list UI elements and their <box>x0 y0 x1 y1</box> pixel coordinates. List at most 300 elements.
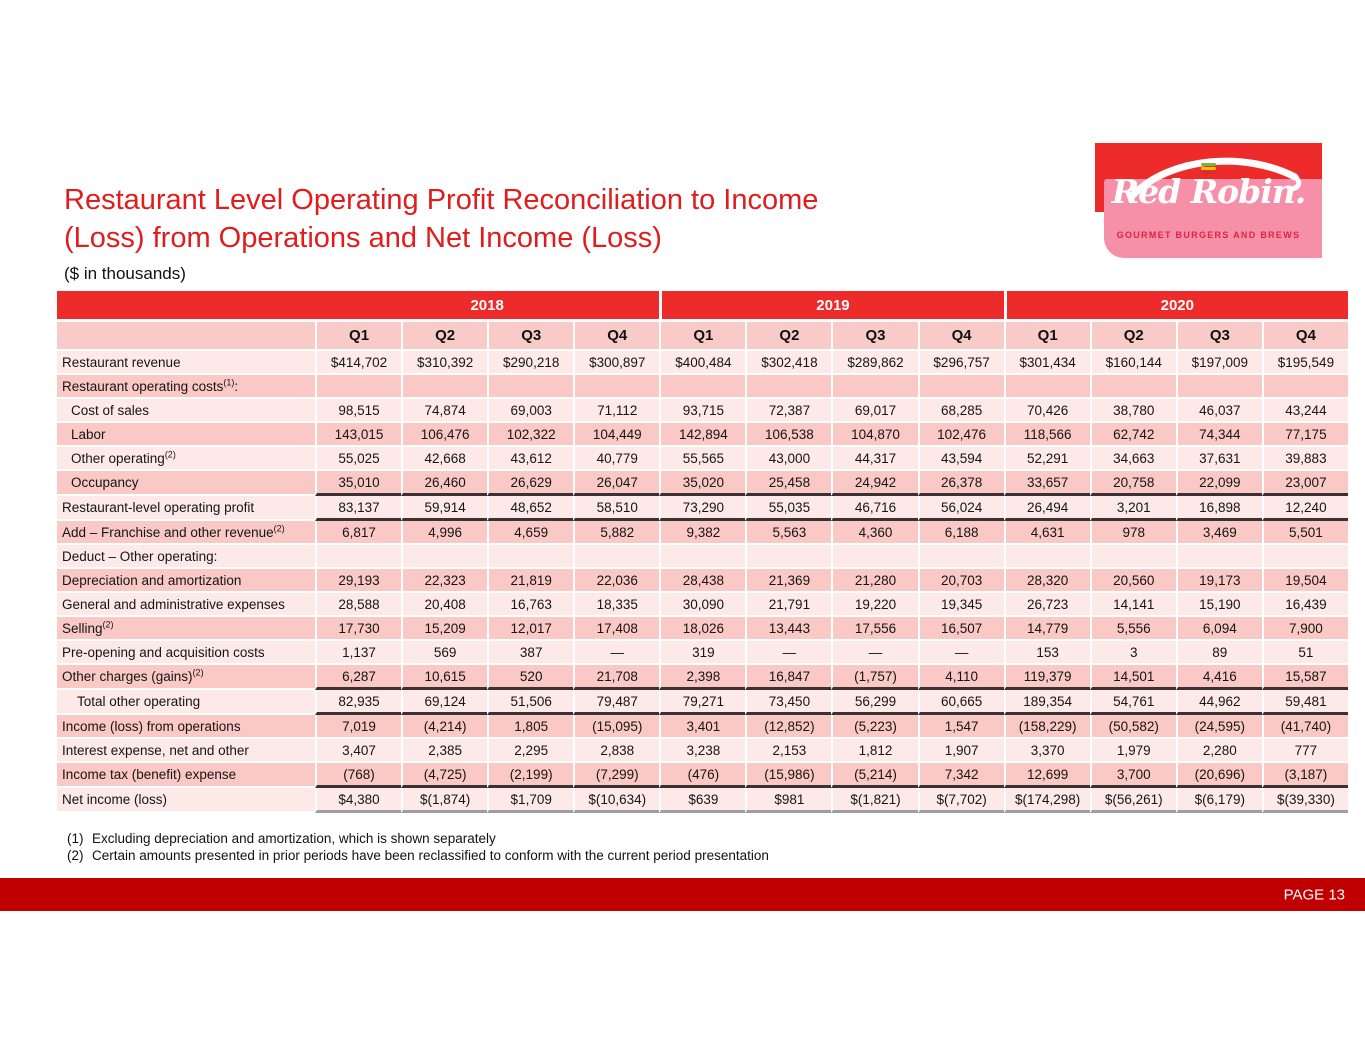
row-label-cell: Pre-opening and acquisition costs <box>57 641 315 665</box>
data-cell: (50,582) <box>1090 715 1176 739</box>
data-cell: 2,153 <box>745 739 831 763</box>
row-label-cell: General and administrative expenses <box>57 593 315 617</box>
data-cell <box>1090 375 1176 399</box>
table-row <box>57 399 1348 423</box>
footnote-1-text: Excluding depreciation and amortization, which is shown separately <box>92 831 496 846</box>
data-cell: (768) <box>315 763 401 788</box>
data-cell: — <box>831 641 917 665</box>
data-cell: 22,036 <box>573 569 659 593</box>
data-cell <box>1176 375 1262 399</box>
data-cell: 3 <box>1090 641 1176 665</box>
row-label-cell: Add – Franchise and other revenue$^{(2)}$ <box>57 521 315 545</box>
data-cell: 21,280 <box>831 569 917 593</box>
data-cell: 82,935 <box>315 690 401 715</box>
row-label-cell: Depreciation and amortization <box>57 569 315 593</box>
data-cell <box>831 545 917 569</box>
data-cell: 83,137 <box>315 496 401 521</box>
data-cell: $414,702 <box>315 351 401 375</box>
data-cell <box>659 545 745 569</box>
data-cell: 189,354 <box>1004 690 1090 715</box>
data-cell: 29,193 <box>315 569 401 593</box>
data-cell <box>401 375 487 399</box>
data-cell: 1,547 <box>918 715 1004 739</box>
data-cell: 51 <box>1262 641 1348 665</box>
data-cell: 55,035 <box>745 496 831 521</box>
table-row <box>57 641 1348 665</box>
data-cell: $(1,874) <box>401 788 487 813</box>
data-cell: 15,587 <box>1262 665 1348 690</box>
data-cell: 19,345 <box>918 593 1004 617</box>
row-label-cell: Income tax (benefit) expense <box>57 763 315 788</box>
data-cell: 5,882 <box>573 521 659 545</box>
data-cell: 40,779 <box>573 447 659 471</box>
data-cell: 2,385 <box>401 739 487 763</box>
data-cell: 3,401 <box>659 715 745 739</box>
data-cell: 102,322 <box>487 423 573 447</box>
table-row <box>57 715 1348 739</box>
data-cell: 98,515 <box>315 399 401 423</box>
data-cell: 20,758 <box>1090 471 1176 496</box>
data-cell: — <box>573 641 659 665</box>
data-cell: 12,240 <box>1262 496 1348 521</box>
row-label-cell: Interest expense, net and other <box>57 739 315 763</box>
data-cell: 21,369 <box>745 569 831 593</box>
data-cell: $(39,330) <box>1262 788 1348 813</box>
data-cell: 59,481 <box>1262 690 1348 715</box>
data-cell: 12,017 <box>487 617 573 641</box>
data-cell: 48,652 <box>487 496 573 521</box>
data-cell <box>831 375 917 399</box>
data-cell <box>1004 545 1090 569</box>
data-cell: 22,323 <box>401 569 487 593</box>
data-cell: 15,209 <box>401 617 487 641</box>
data-cell: $639 <box>659 788 745 813</box>
data-cell: 44,962 <box>1176 690 1262 715</box>
data-cell: (1,757) <box>831 665 917 690</box>
footnote-1 <box>67 830 769 847</box>
data-cell: 69,003 <box>487 399 573 423</box>
data-cell: 3,370 <box>1004 739 1090 763</box>
data-cell: (3,187) <box>1262 763 1348 788</box>
data-cell: 21,708 <box>573 665 659 690</box>
data-cell: 22,099 <box>1176 471 1262 496</box>
data-cell: 2,280 <box>1176 739 1262 763</box>
year-header-cell: 2020 <box>1004 291 1348 322</box>
data-cell: 5,501 <box>1262 521 1348 545</box>
data-cell: 21,819 <box>487 569 573 593</box>
row-label-cell: Deduct – Other operating: <box>57 545 315 569</box>
table-row <box>57 690 1348 715</box>
data-cell: 54,761 <box>1090 690 1176 715</box>
data-cell: 4,416 <box>1176 665 1262 690</box>
data-cell: 43,000 <box>745 447 831 471</box>
table-row <box>57 569 1348 593</box>
row-label-cell: Selling$^{(2)}$ <box>57 617 315 641</box>
quarter-header-cell: Q4 <box>573 322 659 351</box>
data-cell: 153 <box>1004 641 1090 665</box>
table-row <box>57 593 1348 617</box>
data-cell: 46,716 <box>831 496 917 521</box>
data-cell: 68,285 <box>918 399 1004 423</box>
table-row <box>57 351 1348 375</box>
data-cell: 79,487 <box>573 690 659 715</box>
data-cell: $290,218 <box>487 351 573 375</box>
data-cell: 106,476 <box>401 423 487 447</box>
table-row <box>57 423 1348 447</box>
table-row <box>57 665 1348 690</box>
data-cell: $4,380 <box>315 788 401 813</box>
data-cell: 26,378 <box>918 471 1004 496</box>
data-cell: 319 <box>659 641 745 665</box>
data-cell: 1,805 <box>487 715 573 739</box>
data-cell: 19,504 <box>1262 569 1348 593</box>
data-cell: 43,244 <box>1262 399 1348 423</box>
quarter-header-cell: Q1 <box>659 322 745 351</box>
data-cell: (24,595) <box>1176 715 1262 739</box>
row-label-cell: Income (loss) from operations <box>57 715 315 739</box>
data-cell: 46,037 <box>1176 399 1262 423</box>
data-cell: 74,344 <box>1176 423 1262 447</box>
data-cell: 28,438 <box>659 569 745 593</box>
data-cell: 3,201 <box>1090 496 1176 521</box>
footnotes <box>67 830 769 864</box>
row-label-cell: Other operating$^{(2)}$ <box>57 447 315 471</box>
data-cell <box>573 545 659 569</box>
data-cell: 142,894 <box>659 423 745 447</box>
data-cell: 4,110 <box>918 665 1004 690</box>
data-cell: 25,458 <box>745 471 831 496</box>
data-cell: 387 <box>487 641 573 665</box>
data-cell: (2,199) <box>487 763 573 788</box>
page-title-line2: (Loss) from Operations and Net Income (Loss) <box>64 222 662 254</box>
quarter-header-cell: Q4 <box>918 322 1004 351</box>
data-cell: $310,392 <box>401 351 487 375</box>
data-cell: 14,779 <box>1004 617 1090 641</box>
data-cell: 39,883 <box>1262 447 1348 471</box>
data-cell: 20,408 <box>401 593 487 617</box>
row-label-cell: Restaurant revenue <box>57 351 315 375</box>
data-cell <box>573 375 659 399</box>
data-cell: 20,703 <box>918 569 1004 593</box>
data-cell <box>918 375 1004 399</box>
quarter-header-cell: Q2 <box>401 322 487 351</box>
data-cell: 35,020 <box>659 471 745 496</box>
data-cell: 5,556 <box>1090 617 1176 641</box>
data-cell <box>487 375 573 399</box>
data-cell: $(10,634) <box>573 788 659 813</box>
data-cell: 15,190 <box>1176 593 1262 617</box>
data-cell: (41,740) <box>1262 715 1348 739</box>
data-cell <box>1004 375 1090 399</box>
data-cell: $296,757 <box>918 351 1004 375</box>
data-cell: 55,565 <box>659 447 745 471</box>
data-cell: 26,047 <box>573 471 659 496</box>
data-cell: 12,699 <box>1004 763 1090 788</box>
logo-tagline: GOURMET BURGERS AND BREWS <box>1116 230 1301 240</box>
data-cell: $160,144 <box>1090 351 1176 375</box>
data-cell: 119,379 <box>1004 665 1090 690</box>
quarter-header-cell: Q2 <box>745 322 831 351</box>
row-label-cell: Net income (loss) <box>57 788 315 813</box>
data-cell: 74,874 <box>401 399 487 423</box>
data-cell: 5,563 <box>745 521 831 545</box>
data-cell <box>659 375 745 399</box>
data-cell: 7,019 <box>315 715 401 739</box>
units-note: ($ in thousands) <box>64 264 186 283</box>
data-cell: 14,501 <box>1090 665 1176 690</box>
data-cell: 6,188 <box>918 521 1004 545</box>
data-cell <box>745 545 831 569</box>
data-cell: 16,898 <box>1176 496 1262 521</box>
data-cell: 4,360 <box>831 521 917 545</box>
table-row <box>57 545 1348 569</box>
footnote-2 <box>67 847 769 864</box>
table-row <box>57 763 1348 788</box>
data-cell: 26,494 <box>1004 496 1090 521</box>
data-cell: (7,299) <box>573 763 659 788</box>
data-cell: 43,612 <box>487 447 573 471</box>
data-cell: 73,450 <box>745 690 831 715</box>
data-cell: 56,299 <box>831 690 917 715</box>
data-cell: 58,510 <box>573 496 659 521</box>
data-cell: 2,838 <box>573 739 659 763</box>
data-cell: (20,696) <box>1176 763 1262 788</box>
data-cell: 77,175 <box>1262 423 1348 447</box>
page-number: PAGE 13 <box>1283 886 1345 903</box>
data-cell: 569 <box>401 641 487 665</box>
data-cell: 89 <box>1176 641 1262 665</box>
data-cell: 16,439 <box>1262 593 1348 617</box>
quarter-header-cell: Q4 <box>1262 322 1348 351</box>
data-cell: 4,659 <box>487 521 573 545</box>
data-cell <box>1262 545 1348 569</box>
year-header-cell: 2019 <box>659 291 1003 322</box>
page-title-line1: Restaurant Level Operating Profit Reconciliation to Income <box>64 184 819 216</box>
data-cell: 93,715 <box>659 399 745 423</box>
row-label-cell: Labor <box>57 423 315 447</box>
data-cell: 3,238 <box>659 739 745 763</box>
table-row <box>57 617 1348 641</box>
data-cell: 44,317 <box>831 447 917 471</box>
data-cell: 2,295 <box>487 739 573 763</box>
data-cell <box>315 545 401 569</box>
data-cell: 16,507 <box>918 617 1004 641</box>
data-cell: 69,124 <box>401 690 487 715</box>
data-cell: 104,870 <box>831 423 917 447</box>
data-cell: $(7,702) <box>918 788 1004 813</box>
data-cell: 20,560 <box>1090 569 1176 593</box>
data-cell <box>487 545 573 569</box>
quarter-header-cell: Q2 <box>1090 322 1176 351</box>
row-label-cell: Total other operating <box>57 690 315 715</box>
data-cell: $302,418 <box>745 351 831 375</box>
data-cell: (15,986) <box>745 763 831 788</box>
data-cell: 16,847 <box>745 665 831 690</box>
data-cell: 17,556 <box>831 617 917 641</box>
data-cell: 28,588 <box>315 593 401 617</box>
data-cell: 71,112 <box>573 399 659 423</box>
data-cell: 51,506 <box>487 690 573 715</box>
data-cell: (476) <box>659 763 745 788</box>
data-cell: 6,287 <box>315 665 401 690</box>
data-cell: (4,725) <box>401 763 487 788</box>
data-cell: 3,469 <box>1176 521 1262 545</box>
data-cell: 28,320 <box>1004 569 1090 593</box>
data-cell: 104,449 <box>573 423 659 447</box>
data-cell: 26,723 <box>1004 593 1090 617</box>
table-row <box>57 739 1348 763</box>
data-cell: 33,657 <box>1004 471 1090 496</box>
data-cell: 42,668 <box>401 447 487 471</box>
data-cell: 60,665 <box>918 690 1004 715</box>
data-cell: 17,408 <box>573 617 659 641</box>
data-cell: 62,742 <box>1090 423 1176 447</box>
data-cell: 18,026 <box>659 617 745 641</box>
data-cell: (5,223) <box>831 715 917 739</box>
data-cell: 7,342 <box>918 763 1004 788</box>
data-cell: (5,214) <box>831 763 917 788</box>
data-cell <box>1176 545 1262 569</box>
data-cell: 19,173 <box>1176 569 1262 593</box>
row-label-cell: Cost of sales <box>57 399 315 423</box>
row-label-cell: Other charges (gains)$^{(2)}$ <box>57 665 315 690</box>
table-row <box>57 471 1348 496</box>
data-cell <box>1262 375 1348 399</box>
quarter-header-cell: Q1 <box>315 322 401 351</box>
data-cell: 14,141 <box>1090 593 1176 617</box>
data-cell: 73,290 <box>659 496 745 521</box>
data-cell: 17,730 <box>315 617 401 641</box>
data-cell: 30,090 <box>659 593 745 617</box>
data-cell: 16,763 <box>487 593 573 617</box>
table-row <box>57 521 1348 545</box>
data-cell <box>401 545 487 569</box>
data-cell: 777 <box>1262 739 1348 763</box>
data-cell: 520 <box>487 665 573 690</box>
data-cell: $301,434 <box>1004 351 1090 375</box>
footnote-2-text: Certain amounts presented in prior periods have been reclassified to conform with the current period presentation <box>92 848 769 863</box>
data-cell: $(6,179) <box>1176 788 1262 813</box>
data-cell: $981 <box>745 788 831 813</box>
table-row <box>57 375 1348 399</box>
data-cell: 59,914 <box>401 496 487 521</box>
data-cell: 56,024 <box>918 496 1004 521</box>
data-cell: 9,382 <box>659 521 745 545</box>
data-cell: 52,291 <box>1004 447 1090 471</box>
row-label-cell: Restaurant operating costs$^{(1)}$: <box>57 375 315 399</box>
table-row <box>57 447 1348 471</box>
year-header-cell: 2018 <box>57 291 659 322</box>
data-cell: 4,996 <box>401 521 487 545</box>
data-cell: 1,907 <box>918 739 1004 763</box>
data-cell: 10,615 <box>401 665 487 690</box>
data-cell: (158,229) <box>1004 715 1090 739</box>
data-cell: 2,398 <box>659 665 745 690</box>
data-cell: 13,443 <box>745 617 831 641</box>
table-head <box>57 291 1348 351</box>
data-cell: (4,214) <box>401 715 487 739</box>
footnote-2-number: (2) <box>67 848 84 863</box>
data-cell: 34,663 <box>1090 447 1176 471</box>
quarter-header-cell: Q3 <box>1176 322 1262 351</box>
data-cell: 69,017 <box>831 399 917 423</box>
quarter-header-cell: Q1 <box>1004 322 1090 351</box>
data-cell: 102,476 <box>918 423 1004 447</box>
financial-table <box>57 291 1348 813</box>
data-cell: 3,407 <box>315 739 401 763</box>
quarter-header-cell: Q3 <box>831 322 917 351</box>
data-cell: 4,631 <box>1004 521 1090 545</box>
data-cell: $289,862 <box>831 351 917 375</box>
logo-wordmark: Red Robin. <box>1111 172 1306 211</box>
data-cell: 21,791 <box>745 593 831 617</box>
data-cell: 1,137 <box>315 641 401 665</box>
data-cell: 6,817 <box>315 521 401 545</box>
data-cell: 79,271 <box>659 690 745 715</box>
data-cell: — <box>918 641 1004 665</box>
data-cell: 6,094 <box>1176 617 1262 641</box>
data-cell: 43,594 <box>918 447 1004 471</box>
data-cell: 19,220 <box>831 593 917 617</box>
data-cell <box>918 545 1004 569</box>
data-cell: 38,780 <box>1090 399 1176 423</box>
data-cell: 24,942 <box>831 471 917 496</box>
data-cell <box>315 375 401 399</box>
row-label-cell: Occupancy <box>57 471 315 496</box>
data-cell: $1,709 <box>487 788 573 813</box>
table-row <box>57 788 1348 813</box>
data-cell: 143,015 <box>315 423 401 447</box>
data-cell: 1,812 <box>831 739 917 763</box>
data-cell: 70,426 <box>1004 399 1090 423</box>
data-cell <box>1090 545 1176 569</box>
table-body <box>57 351 1348 813</box>
data-cell: 37,631 <box>1176 447 1262 471</box>
data-cell: $(174,298) <box>1004 788 1090 813</box>
data-cell: $(1,821) <box>831 788 917 813</box>
red-robin-logo <box>1095 143 1322 258</box>
data-cell: — <box>745 641 831 665</box>
data-cell: 1,979 <box>1090 739 1176 763</box>
quarter-header-cell: Q3 <box>487 322 573 351</box>
data-cell: $400,484 <box>659 351 745 375</box>
data-cell: $197,009 <box>1176 351 1262 375</box>
data-cell: 3,700 <box>1090 763 1176 788</box>
data-cell: (12,852) <box>745 715 831 739</box>
data-cell: 118,566 <box>1004 423 1090 447</box>
data-cell: $195,549 <box>1262 351 1348 375</box>
data-cell: 18,335 <box>573 593 659 617</box>
data-cell: 23,007 <box>1262 471 1348 496</box>
data-cell: $300,897 <box>573 351 659 375</box>
data-cell: 7,900 <box>1262 617 1348 641</box>
data-cell: 72,387 <box>745 399 831 423</box>
quarter-header-spacer <box>57 322 315 351</box>
data-cell <box>745 375 831 399</box>
data-cell: 978 <box>1090 521 1176 545</box>
row-label-cell: Restaurant-level operating profit <box>57 496 315 521</box>
footnote-1-number: (1) <box>67 831 84 846</box>
data-cell: 35,010 <box>315 471 401 496</box>
table-row <box>57 496 1348 521</box>
data-cell: $(56,261) <box>1090 788 1176 813</box>
data-cell: 26,460 <box>401 471 487 496</box>
data-cell: (15,095) <box>573 715 659 739</box>
data-cell: 55,025 <box>315 447 401 471</box>
page-title <box>64 181 818 257</box>
footer-bar <box>0 878 1365 911</box>
data-cell: 106,538 <box>745 423 831 447</box>
